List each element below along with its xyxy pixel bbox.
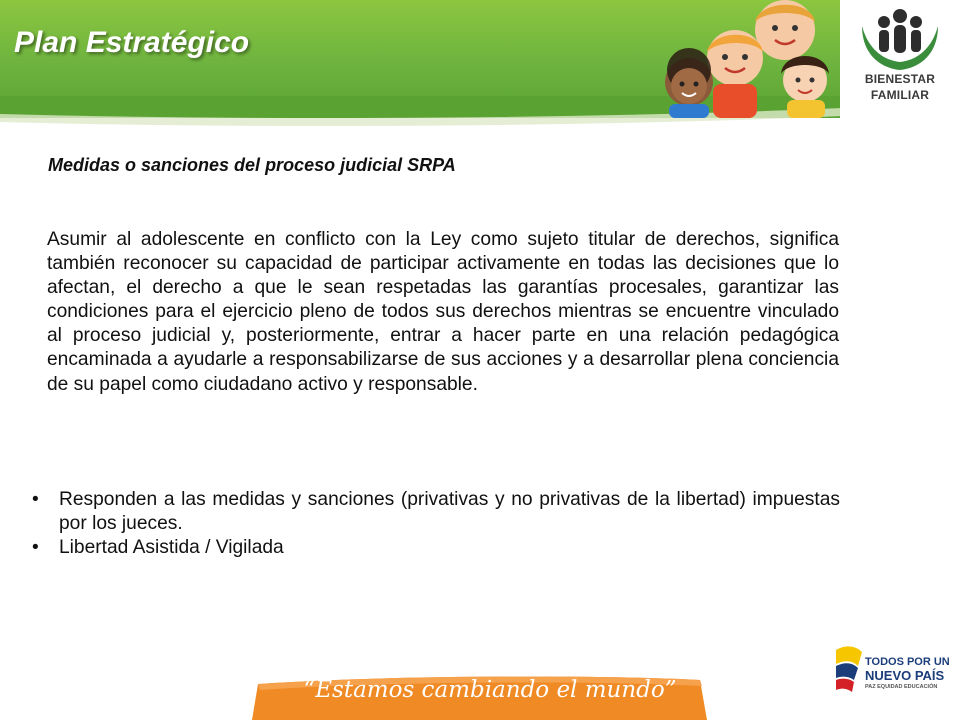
logo-text-line2: FAMILIAR <box>870 88 930 102</box>
bullet-icon: • <box>32 537 39 558</box>
gov-text-line3: PAZ EQUIDAD EDUCACIÓN <box>865 684 938 690</box>
list-item <box>32 536 840 560</box>
bullet-text: Responden a las medidas y sanciones (privativas y no privativas de la libertad) impuestas por los jueces. <box>59 489 840 534</box>
gov-text-line1: TODOS POR UN <box>865 656 950 668</box>
slogan-text: “Estamos cambiando el mundo” <box>303 677 677 703</box>
page-title: Plan Estratégico <box>14 26 250 59</box>
body-paragraph: Asumir al adolescente en conflicto con la Ley como sujeto titular de derechos, significa también reconocer su capacidad de participar activamente en todas las decisiones que lo afectan, el derecho a que le sean respetadas las garantías procesales, garantizar las condiciones para el ejercicio pleno de todos sus derechos mientras se encuentre vinculado al proceso judicial y, posteriormente, entrar a hacer parte en una relación pedagógica encaminada a ayudarle a responsabilizarse de sus acciones y a desarrollar plena conciencia de su papel como ciudadano activo y responsable. <box>47 229 839 395</box>
bullet-list <box>32 488 840 560</box>
bullet-text: Libertad Asistida / Vigilada <box>59 537 284 558</box>
section-subtitle: Medidas o sanciones del proceso judicial SRPA <box>48 155 456 175</box>
list-item <box>32 488 840 536</box>
children-illustration <box>655 0 840 118</box>
bienestar-familiar-logo <box>840 0 960 120</box>
gov-text-line2: NUEVO PAÍS <box>865 668 945 683</box>
bullet-icon: • <box>32 489 39 510</box>
logo-text-line1: BIENESTAR <box>864 72 936 86</box>
family-icon <box>840 8 960 74</box>
